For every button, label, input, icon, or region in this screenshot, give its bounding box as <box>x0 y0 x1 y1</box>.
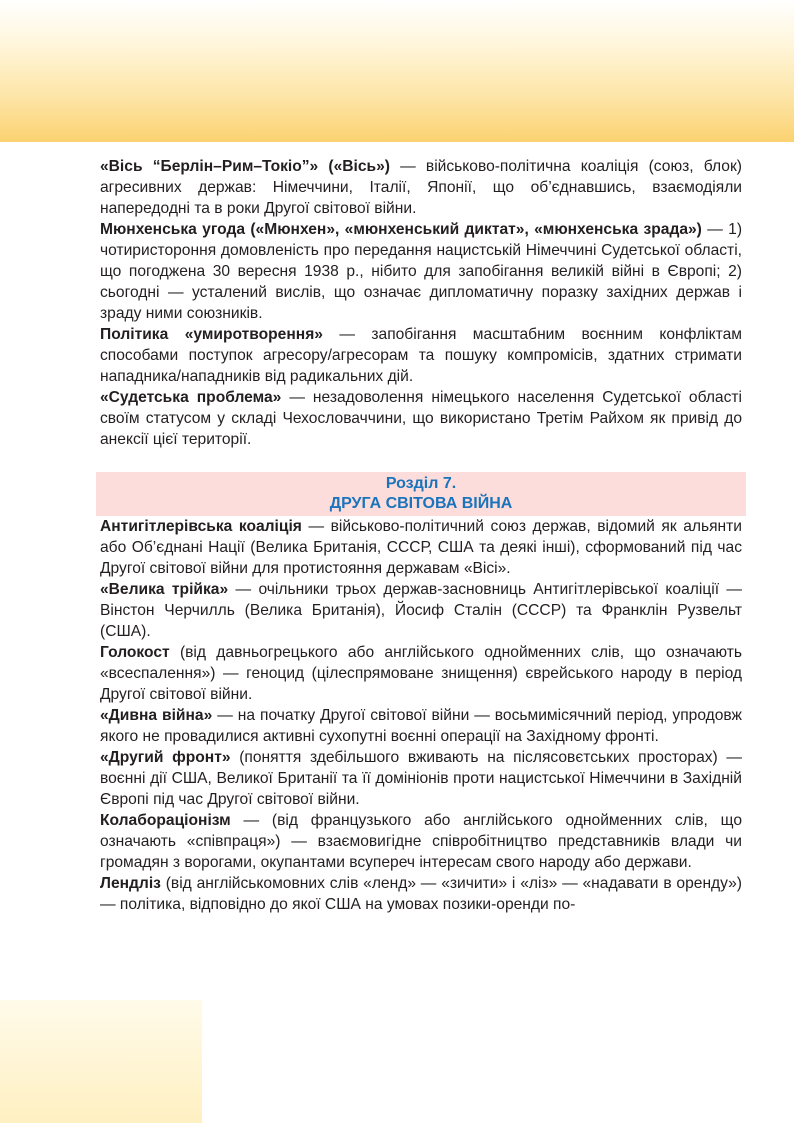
glossary-entry-appeasement <box>100 324 742 387</box>
definition: — на початку Другої світової війни — восьмимісячний період, упродовж якого не провадилися активні сухопутні воєнні операції на Західному фронті. <box>100 707 742 745</box>
definition: — незадоволення німецького населення Судетської області своїм статусом у складі Чехословаччини, що використано Третім Райхом як привід до анексії цієї території. <box>100 389 742 448</box>
term: «Судетська проблема» <box>100 389 282 406</box>
glossary-entry-axis <box>100 156 742 219</box>
term: Лендліз <box>100 875 161 892</box>
definition: — очільники трьох держав-засновниць Антигітлерівської коаліції — Вінстон Черчилль (Велика Британія), Йосиф Сталін (СССР) та Франклін Рузвельт (США). <box>100 581 742 640</box>
definition: (поняття здебільшого вживають на післясовєтських просторах) — воєнні дії США, Великої Британії та її домініонів проти нацистської Німеччини в Західній Європі під час Другої світової війни. <box>100 749 742 808</box>
glossary-entry-holocaust <box>100 642 742 705</box>
section-heading <box>96 472 746 516</box>
definition: — запобігання масштабним воєнним конфліктам способами поступок агресору/агресорам та пошуку компромісів, здатних стримати нападника/нападників від радикальних дій. <box>100 326 743 385</box>
glossary-entry-collaborationism <box>100 810 742 873</box>
term: «Вісь “Берлін–Рим–Токіо”» («Вісь») <box>100 158 390 175</box>
section-title: ДРУГА СВІТОВА ВІЙНА <box>329 495 513 512</box>
definition: (від давньогрецького або англійського однойменних слів, що означають «всеспалення») — геноцид (цілеспрямоване знищення) єврейського народу в період Другої світової війни. <box>100 644 742 703</box>
glossary-entry-lend-lease <box>100 873 742 915</box>
glossary-entry-big-three <box>100 579 742 642</box>
term: Голокост <box>100 644 170 661</box>
glossary-entry-anti-hitler-coalition <box>100 516 742 579</box>
definition: — військово-політична коаліція (союз, блок) агресивних держав: Німеччини, Італії, Японії, що об’єднавшись, взаємодіяли напередодні та в роки Другої світової війни. <box>100 158 742 217</box>
glossary-entry-sudeten <box>100 387 742 450</box>
definition: — військово-політичний союз держав, відомий як альянти або Об’єднані Нації (Велика Британія, СССР, США та деякі інші), сформований під час Другої світової війни для протистояння державам «Вісі». <box>100 518 742 577</box>
glossary-entry-phoney-war <box>100 705 742 747</box>
term: Політика «умиротворення» <box>100 326 323 343</box>
term: Антигітлерівська коаліція <box>100 518 302 535</box>
term: «Другий фронт» <box>100 749 231 766</box>
term: «Велика трійка» <box>100 581 229 598</box>
definition: — 1) чотиристороння домовленість про передання нацистській Німеччині Судетської області, що погоджена 30 вересня 1938 р., нібито для запобігання великій війні в Європі; 2) сьогодні — усталений вислів, що означає дипломатичну поразку західних держав і зраду ними союзників. <box>100 221 743 322</box>
term: «Дивна війна» <box>100 707 213 724</box>
definition: (від англійськомовних слів «ленд» — «зичити» і «ліз» — «надавати в оренду») — політика, відповідно до якої США на умовах позики-оренди по- <box>100 875 742 913</box>
glossary-content <box>100 156 742 915</box>
section-number: Розділ 7. <box>385 475 457 492</box>
term: Мюнхенська угода («Мюнхен», «мюнхенський диктат», «мюнхенська зрада») <box>100 221 702 238</box>
glossary-entry-munich <box>100 219 742 324</box>
glossary-entry-second-front <box>100 747 742 810</box>
header-band <box>0 0 794 142</box>
footer-corner-band <box>0 1000 202 1123</box>
definition: — (від французького або англійського однойменних слів, що означають «співпраця») — взаємовигідне співробітництво представників влади чи громадян з ворогами, окупантами всупереч інтересам свого народу або держави. <box>100 812 742 871</box>
term: Колабораціонізм <box>100 812 231 829</box>
